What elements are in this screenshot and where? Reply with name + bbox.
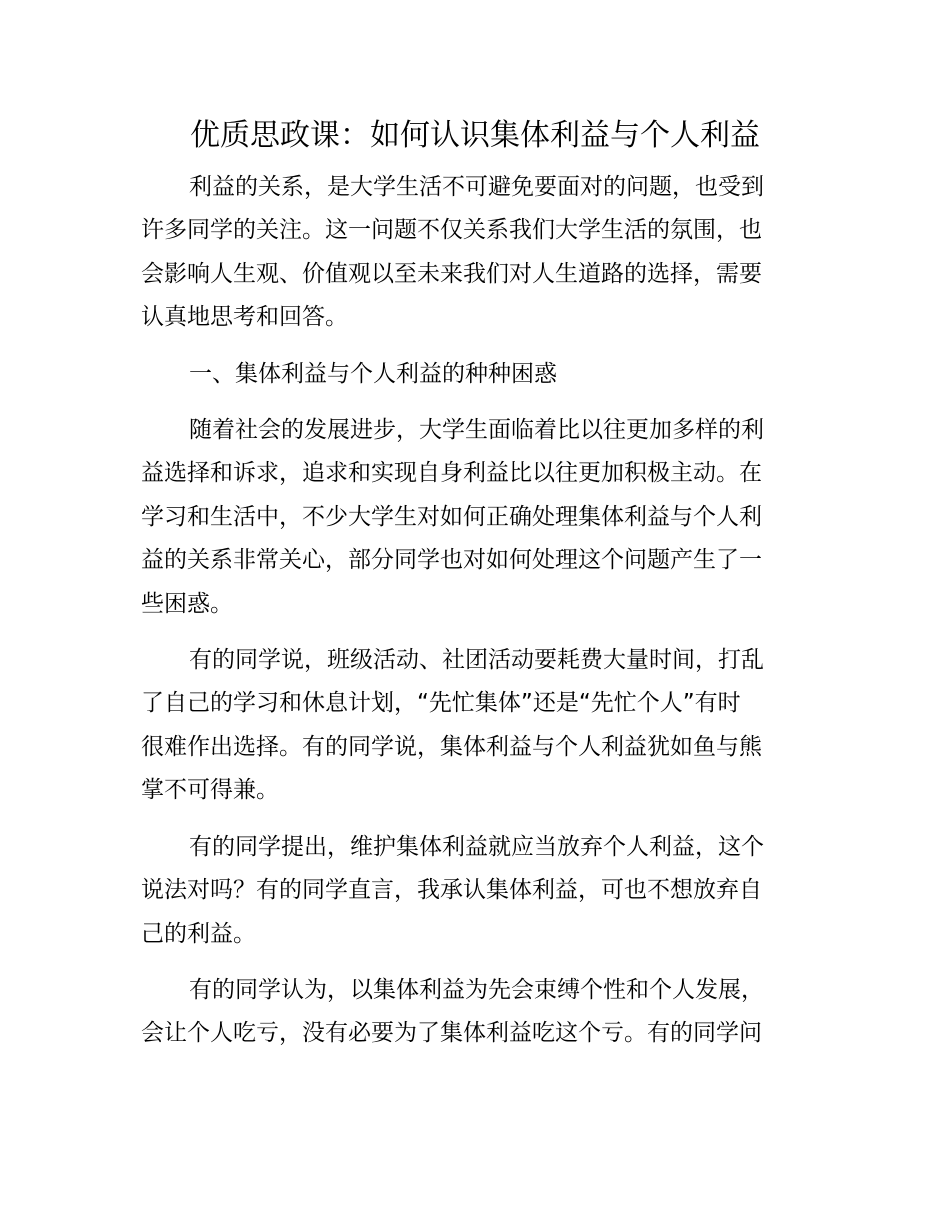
text-line: 利益的关系，是大学生活不可避免要面对的问题，也受到 bbox=[189, 174, 764, 200]
paragraph-intro bbox=[141, 166, 811, 340]
text-line: 有的同学认为，以集体利益为先会束缚个性和个人发展， bbox=[189, 976, 764, 1003]
paragraph-body bbox=[141, 639, 811, 813]
document-title: 优质思政课：如何认识集体利益与个人利益 bbox=[190, 118, 760, 153]
text-line: 随着社会的发展进步，大学生面临着比以往更加多样的利 bbox=[189, 417, 764, 444]
document-body bbox=[141, 166, 811, 1069]
text-line: 有的同学说，班级活动、社团活动要耗费大量时间，打乱 bbox=[189, 647, 764, 674]
text-line: 些困惑。 bbox=[141, 590, 233, 617]
text-line: 很难作出选择。有的同学说，集体利益与个人利益犹如鱼与熊 bbox=[141, 733, 762, 760]
text-line: 益选择和诉求，追求和实现自身利益比以往更加积极主动。在 bbox=[141, 460, 762, 487]
text-line: 学习和生活中，不少大学生对如何正确处理集体利益与个人利 bbox=[141, 503, 762, 530]
text-line: 会让个人吃亏，没有必要为了集体利益吃这个亏。有的同学问 bbox=[141, 1020, 762, 1047]
text-line: 认真地思考和回答。 bbox=[141, 304, 348, 331]
section-heading bbox=[141, 353, 811, 396]
text-line: 益的关系非常关心，部分同学也对如何处理这个问题产生了一 bbox=[141, 547, 762, 574]
text-line: 掌不可得兼。 bbox=[141, 777, 279, 804]
paragraph-body bbox=[141, 969, 811, 1056]
paragraph-body bbox=[141, 826, 811, 956]
text-line: 说法对吗？有的同学直言，我承认集体利益，可也不想放弃自 bbox=[141, 877, 762, 904]
heading-text: 一、集体利益与个人利益的种种困惑 bbox=[189, 360, 557, 387]
text-line: 己的利益。 bbox=[141, 920, 256, 947]
paragraph-body bbox=[141, 409, 811, 626]
text-line: 有的同学提出，维护集体利益就应当放弃个人利益，这个 bbox=[189, 833, 764, 860]
text-line: 了自己的学习和休息计划，“先忙集体”还是“先忙个人”有时 bbox=[141, 690, 741, 717]
text-line: 会影响人生观、价值观以至未来我们对人生道路的选择，需要 bbox=[141, 260, 762, 287]
text-line: 许多同学的关注。这一问题不仅关系我们大学生活的氛围，也 bbox=[141, 217, 762, 244]
